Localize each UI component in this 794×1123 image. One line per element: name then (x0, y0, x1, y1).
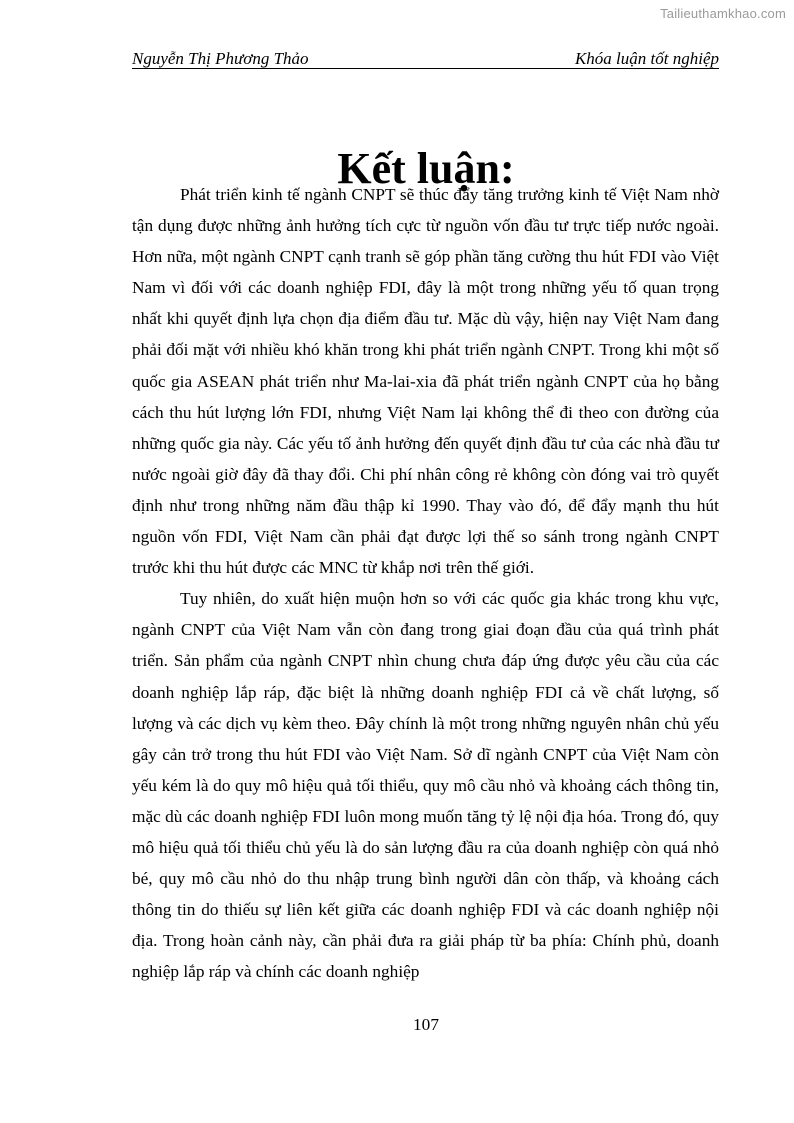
running-header (132, 48, 719, 69)
page-title: Kết luận: (337, 144, 515, 194)
watermark: Tailieuthamkhao.com (660, 6, 786, 21)
header-doc-type: Khóa luận tốt nghiệp (574, 49, 719, 68)
paragraph-2: Tuy nhiên, do xuất hiện muộn hơn so với các quốc gia khác trong khu vực, ngành CNPT của Việt Nam vẫn còn đang trong giai đoạn đầu của quá trình phát triển. Sản phẩm của ngành CNPT nhìn chung chưa đáp ứng được yêu cầu của các doanh nghiệp lắp ráp, đặc biệt là những doanh nghiệp FDI cả về chất lượng, số lượng và các dịch vụ kèm theo. Đây chính là một trong những nguyên nhân chủ yếu gây cản trở trong thu hút FDI vào Việt Nam. Sở dĩ ngành CNPT của Việt Nam còn yếu kém là do quy mô hiệu quả tối thiểu, quy mô cầu nhỏ và khoảng cách thông tin, mặc dù các doanh nghiệp FDI luôn mong muốn tăng tỷ lệ nội địa hóa. Trong đó, quy mô hiệu quả tối thiểu chủ yếu là do sản lượng đầu ra của doanh nghiệp còn quá nhỏ bé, quy mô cầu nhỏ do thu nhập trung bình người dân còn thấp, và khoảng cách thông tin do thiếu sự liên kết giữa các doanh nghiệp FDI và các doanh nghiệp nội địa. Trong hoàn cảnh này, cần phải đưa ra giải pháp từ ba phía: Chính phủ, doanh nghiệp lắp ráp và chính các doanh nghiệp (132, 589, 719, 982)
page-number: 107 (413, 1015, 439, 1034)
body-text (132, 179, 719, 987)
paragraph-1: Phát triển kinh tế ngành CNPT sẽ thúc đẩy tăng trưởng kinh tế Việt Nam nhờ tận dụng được những ảnh hưởng tích cực từ nguồn vốn đầu tư trực tiếp nước ngoài. Hơn nữa, một ngành CNPT cạnh tranh sẽ góp phần tăng cường thu hút FDI vào Việt Nam vì đối với các doanh nghiệp FDI, đây là một trong những yếu tố quan trọng nhất khi quyết định lựa chọn địa điểm đầu tư. Mặc dù vậy, hiện nay Việt Nam đang phải đối mặt với nhiều khó khăn trong khi phát triển ngành CNPT. Trong khi một số quốc gia ASEAN phát triển như Ma-lai-xia đã phát triển ngành CNPT của họ bằng cách thu hút lượng lớn FDI, nhưng Việt Nam lại không thể đi theo con đường của những quốc gia này. Các yếu tố ảnh hưởng đến quyết định đầu tư của các nhà đầu tư nước ngoài giờ đây đã thay đổi. Chi phí nhân công rẻ không còn đóng vai trò quyết định như trong những năm đầu thập kỉ 1990. Thay vào đó, để đẩy mạnh thu hút nguồn vốn FDI, Việt Nam cần phải đạt được lợi thế so sánh trong ngành CNPT trước khi thu hút được các MNC từ khắp nơi trên thế giới. (132, 185, 719, 578)
header-author: Nguyễn Thị Phương Thảo (132, 49, 309, 68)
